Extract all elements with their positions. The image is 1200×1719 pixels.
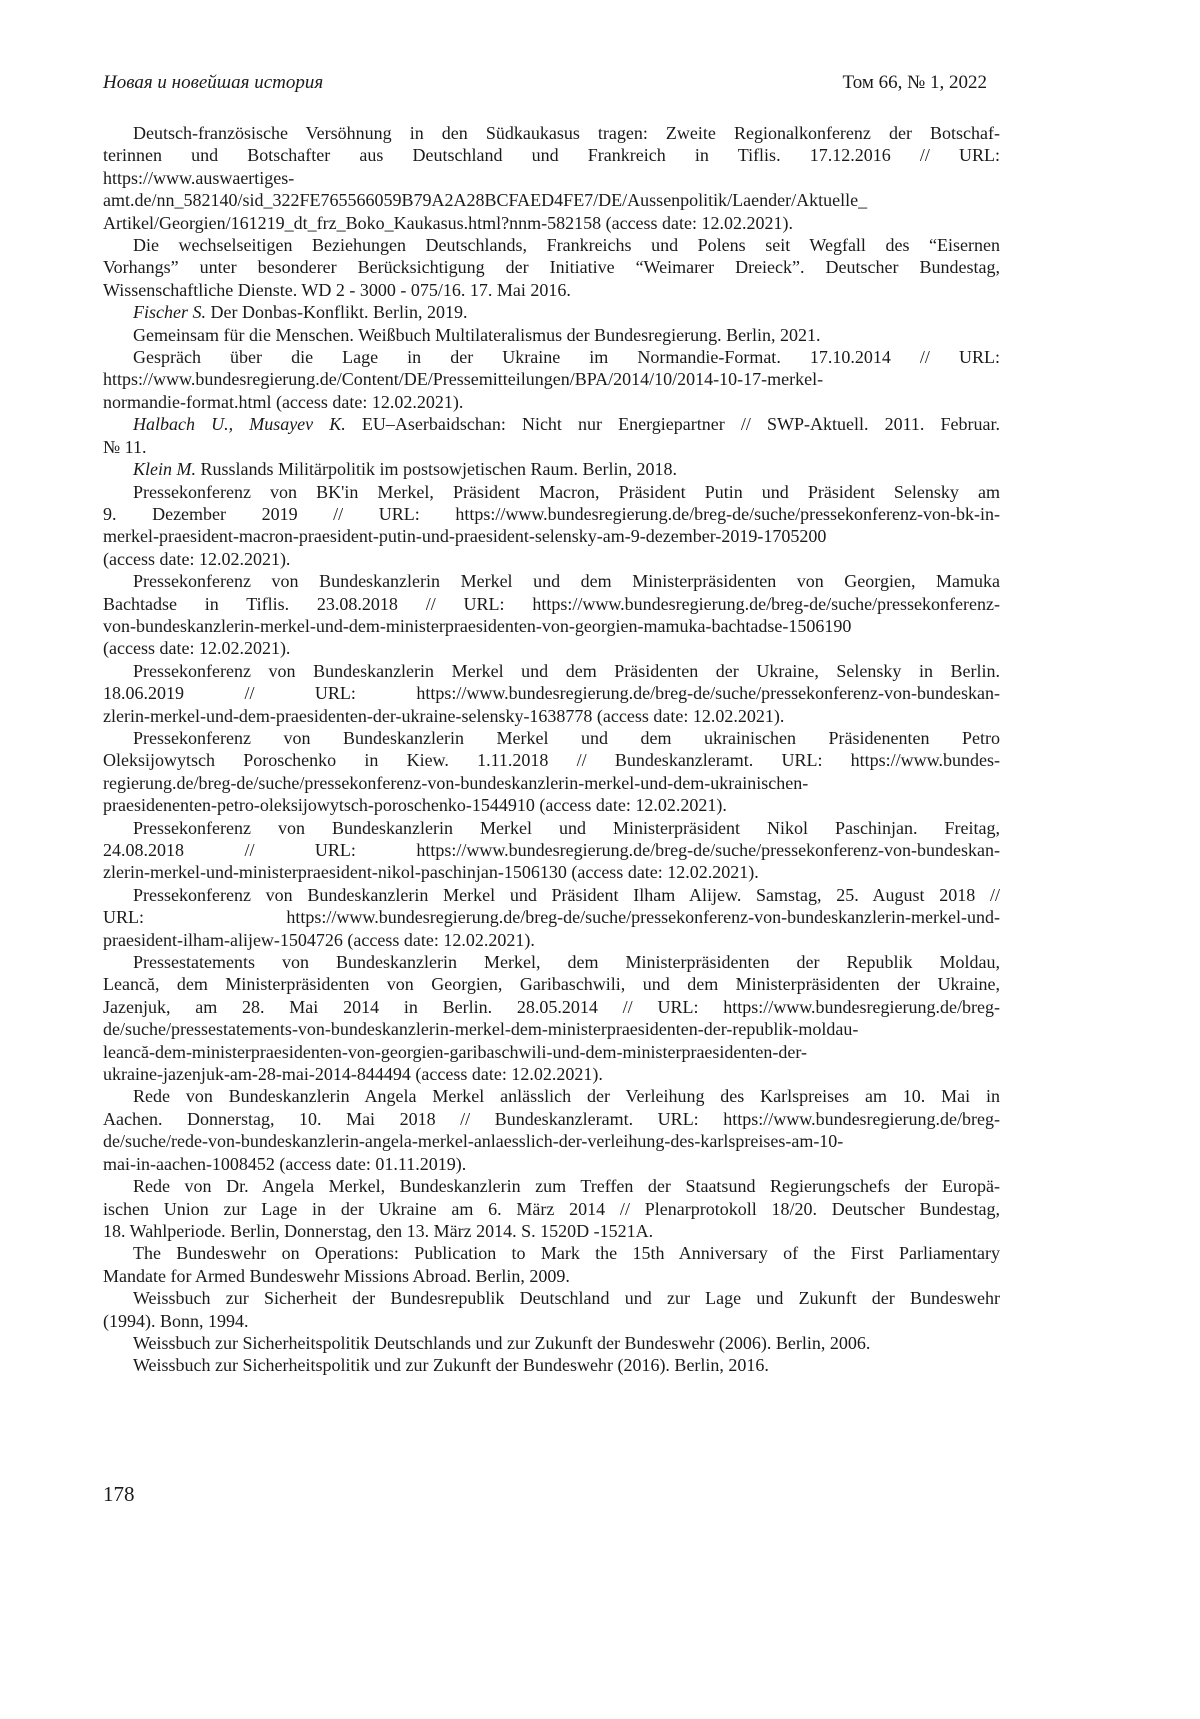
reference-author: Klein M.	[133, 459, 196, 480]
reference-list	[103, 122, 1000, 1377]
reference-line: The Bundeswehr on Operations: Publication to Mark the 15th Anniversary of the First Parliamentary	[133, 1243, 1000, 1264]
journal-title: Новая и новейшая история	[103, 72, 324, 93]
reference-line: leancă-dem-ministerpraesidenten-von-georgien-garibaschwili-und-dem-ministerpraesidenten-der-	[103, 1041, 808, 1062]
reference-line: Jazenjuk, am 28. Mai 2014 in Berlin. 28.05.2014 // URL: https://www.bundesregierung.de/breg-	[103, 996, 1000, 1017]
reference-line: Pressekonferenz von Bundeskanzlerin Merkel und Präsident Ilham Alijew. Samstag, 25. August 2018 //	[133, 884, 1000, 905]
reference-entry	[103, 324, 1000, 346]
reference-entry	[103, 884, 1000, 951]
reference-line: (1994). Bonn, 1994.	[103, 1310, 249, 1331]
reference-line: Weissbuch zur Sicherheitspolitik und zur Zukunft der Bundeswehr (2016). Berlin, 2016.	[133, 1355, 769, 1376]
issue-info: Том 66, № 1, 2022	[842, 72, 987, 93]
reference-line: Weissbuch zur Sicherheit der Bundesrepublik Deutschland und zur Lage und Zukunft der Bundeswehr	[133, 1288, 1000, 1309]
reference-line: Oleksijowytsch Poroschenko in Kiew. 1.11.2018 // Bundeskanzleramt. URL: https://www.bundes-	[103, 750, 1000, 771]
reference-line: amt.de/nn_582140/sid_322FE765566059B79A2A28BCFAED4FE7/DE/Aussenpolitik/Laender/Aktuelle_	[103, 190, 868, 211]
reference-line: Pressekonferenz von Bundeskanzlerin Merkel und Ministerpräsident Nikol Paschinjan. Freitag,	[133, 817, 1000, 838]
reference-entry	[103, 570, 1000, 660]
reference-line: Pressekonferenz von Bundeskanzlerin Merkel und dem ukrainischen Präsidenenten Petro	[133, 727, 1000, 748]
reference-line: Vorhangs” unter besonderer Berücksichtigung der Initiative “Weimarer Dreieck”. Deutscher Bundestag,	[103, 257, 1000, 278]
reference-line: praesidenenten-petro-oleksijowytsch-poroschenko-1544910 (access date: 12.02.2021).	[103, 795, 727, 816]
reference-line: 9. Dezember 2019 // URL: https://www.bundesregierung.de/breg-de/suche/pressekonferenz-von-bk-in-	[103, 503, 1000, 524]
reference-line: von-bundeskanzlerin-merkel-und-dem-ministerpraesidenten-von-georgien-mamuka-bachtadse-1506190	[103, 615, 852, 636]
reference-line: Weissbuch zur Sicherheitspolitik Deutschlands und zur Zukunft der Bundeswehr (2006). Berlin, 2006.	[133, 1332, 871, 1353]
reference-line: 24.08.2018 // URL: https://www.bundesregierung.de/breg-de/suche/pressekonferenz-von-bundeskan-	[103, 840, 1000, 860]
reference-line: (access date: 12.02.2021).	[103, 638, 291, 659]
reference-line: ischen Union zur Lage in der Ukraine am 6. März 2014 // Plenarprotokoll 18/20. Deutscher Bundestag,	[103, 1198, 1000, 1219]
reference-line: Gemeinsam für die Menschen. Weißbuch Multilateralismus der Bundesregierung. Berlin, 2021.	[133, 324, 821, 345]
reference-entry	[103, 1354, 1000, 1376]
page-number: 178	[103, 1482, 135, 1506]
reference-line: 18.06.2019 // URL: https://www.bundesregierung.de/breg-de/suche/pressekonferenz-von-bundeskan-	[103, 683, 1000, 704]
reference-line: Mandate for Armed Bundeswehr Missions Abroad. Berlin, 2009.	[103, 1265, 570, 1286]
reference-line: Rede von Dr. Angela Merkel, Bundeskanzlerin zum Treffen der Staatsund Regierungschefs der Europä-	[133, 1176, 1000, 1197]
reference-entry	[103, 458, 1000, 480]
reference-line: Artikel/Georgien/161219_dt_frz_Boko_Kaukasus.html?nnm-582158 (access date: 12.02.2021).	[103, 212, 794, 233]
reference-line: URL: https://www.bundesregierung.de/breg-de/suche/pressekonferenz-von-bundeskanzlerin-merkel-und-	[103, 907, 1000, 928]
reference-line: ukraine-jazenjuk-am-28-mai-2014-844494 (access date: 12.02.2021).	[103, 1064, 603, 1085]
reference-line: https://www.auswaertiges-	[103, 167, 295, 188]
reference-line: Leancă, dem Ministerpräsidenten von Georgien, Garibaschwili, und dem Ministerpräsidenten der Ukraine,	[103, 974, 1000, 995]
reference-line: zlerin-merkel-und-ministerpraesident-nikol-paschinjan-1506130 (access date: 12.02.2021).	[103, 862, 759, 883]
reference-entry	[103, 1242, 1000, 1287]
reference-line: merkel-praesident-macron-praesident-putin-und-praesident-selensky-am-9-dezember-2019-1705200	[103, 526, 827, 547]
reference-author: Halbach U., Musayev K.	[133, 414, 346, 435]
reference-entry	[103, 1287, 1000, 1332]
reference-entry	[103, 951, 1000, 1085]
reference-line: Rede von Bundeskanzlerin Angela Merkel anlässlich der Verleihung des Karlspreises am 10. Mai in	[133, 1086, 1000, 1107]
reference-entry	[103, 481, 1000, 571]
reference-entry	[103, 122, 1000, 234]
reference-line: de/suche/rede-von-bundeskanzlerin-angela-merkel-anlaesslich-der-verleihung-des-karlspreises-am-10-	[103, 1131, 844, 1152]
reference-entry	[103, 817, 1000, 884]
reference-entry	[103, 727, 1000, 817]
reference-line: de/suche/pressestatements-von-bundeskanzlerin-merkel-dem-ministerpraesidenten-der-republik-moldau-	[103, 1019, 859, 1040]
reference-text: Der Donbas-Konflikt. Berlin, 2019.	[205, 302, 468, 323]
reference-line: Gespräch über die Lage in der Ukraine im Normandie-Format. 17.10.2014 // URL:	[133, 347, 1000, 368]
reference-line: Die wechselseitigen Beziehungen Deutschlands, Frankreichs und Polens seit Wegfall des “Eisernen	[133, 235, 1000, 256]
reference-line: 18. Wahlperiode. Berlin, Donnerstag, den 13. März 2014. S. 1520D -1521A.	[103, 1220, 654, 1241]
reference-line: № 11.	[103, 436, 147, 457]
reference-line: (access date: 12.02.2021).	[103, 548, 291, 569]
reference-line: zlerin-merkel-und-dem-praesidenten-der-ukraine-selensky-1638778 (access date: 12.02.2021).	[103, 705, 785, 726]
reference-entry	[103, 1175, 1000, 1242]
reference-line	[103, 413, 1000, 435]
reference-line: Pressekonferenz von BK'in Merkel, Präsident Macron, Präsident Putin und Präsident Selensky am	[133, 481, 1000, 502]
reference-line: terinnen und Botschafter aus Deutschland und Frankreich in Tiflis. 17.12.2016 // URL:	[103, 145, 1000, 166]
reference-line	[103, 301, 1000, 323]
reference-entry	[103, 234, 1000, 301]
reference-text: EU–Aserbaidschan: Nicht nur Energiepartner // SWP-Aktuell. 2011. Februar.	[345, 414, 1000, 435]
reference-line: Wissenschaftliche Dienste. WD 2 - 3000 - 075/16. 17. Mai 2016.	[103, 279, 571, 300]
reference-author: Fischer S.	[133, 302, 206, 323]
reference-entry	[103, 660, 1000, 727]
reference-line: regierung.de/breg-de/suche/pressekonferenz-von-bundeskanzlerin-merkel-und-dem-ukrainischen-	[103, 772, 809, 793]
reference-line: mai-in-aachen-1008452 (access date: 01.11.2019).	[103, 1153, 467, 1174]
reference-line: Pressestatements von Bundeskanzlerin Merkel, dem Ministerpräsidenten der Republik Moldau,	[133, 952, 1000, 973]
reference-entry	[103, 1085, 1000, 1175]
reference-line: Pressekonferenz von Bundeskanzlerin Merkel und dem Ministerpräsidenten von Georgien, Mamuka	[133, 571, 1000, 592]
reference-line: https://www.bundesregierung.de/Content/DE/Pressemitteilungen/BPA/2014/10/2014-10-17-merkel-	[103, 369, 824, 390]
reference-line: praesident-ilham-alijew-1504726 (access date: 12.02.2021).	[103, 929, 535, 950]
reference-entry	[103, 301, 1000, 323]
reference-text: Russlands Militärpolitik im postsowjetischen Raum. Berlin, 2018.	[196, 459, 677, 480]
reference-line	[103, 458, 1000, 480]
reference-line: Aachen. Donnerstag, 10. Mai 2018 // Bundeskanzleramt. URL: https://www.bundesregierung.de/breg-	[103, 1108, 1000, 1129]
reference-entry	[103, 413, 1000, 458]
reference-line: normandie-format.html (access date: 12.02.2021).	[103, 391, 464, 412]
reference-entry	[103, 346, 1000, 413]
reference-entry	[103, 1332, 1000, 1354]
reference-line: Bachtadse in Tiflis. 23.08.2018 // URL: https://www.bundesregierung.de/breg-de/suche/pressekonferenz-	[103, 593, 1000, 614]
reference-line: Deutsch-französische Versöhnung in den Südkaukasus tragen: Zweite Regionalkonferenz der Botschaf-	[133, 123, 1000, 143]
reference-line: Pressekonferenz von Bundeskanzlerin Merkel und dem Präsidenten der Ukraine, Selensky in Berlin.	[133, 660, 1000, 681]
